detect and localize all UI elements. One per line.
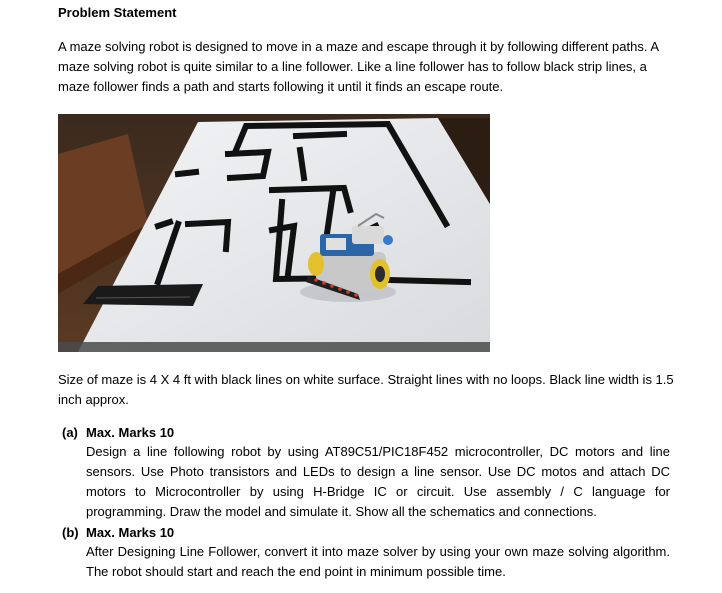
start-strip: [83, 284, 203, 306]
part-b-title: [62, 525, 174, 541]
part-b-marks: Max. Marks 10: [86, 525, 175, 540]
part-a-label: (a): [62, 425, 78, 440]
part-a-marks: Max. Marks 10: [86, 425, 175, 440]
maze-size-note: Size of maze is 4 X 4 ft with black lines on white surface. Straight lines with no loops. Black line width is 1.5 inch approx.: [58, 372, 674, 407]
intro-paragraph: A maze solving robot is designed to move in a maze and escape through it by following different paths. A maze solving robot is quite similar to a line follower. Like a line follower has to follow black strip lines, a maze follower finds a path and starts following it until it finds an escape route.: [58, 39, 659, 94]
robot-maze-photo: [58, 114, 490, 352]
part-b-body: After Designing Line Follower, convert it into maze solver by using your own maze solving algorithm. The robot should start and reach the end point in minimum possible time.: [86, 544, 670, 579]
problem-statement-heading: Problem Statement: [58, 5, 177, 20]
part-a-title: [62, 425, 174, 441]
robot-wheel-left: [308, 252, 324, 276]
maze-photo-illustration: [58, 114, 490, 352]
part-b-label: (b): [62, 525, 79, 540]
part-a-body: Design a line following robot by using AT89C51/PIC18F452 microcontroller, DC motors and line sensors. Use Photo transistors and LEDs to design a line sensor. Use DC motos and attach DC motors to Microcontroller by using H-Bridge IC or circuit. Use assembly / C language for programming. Draw the model and simulate it. Show all the schematics and connections.: [86, 444, 670, 519]
